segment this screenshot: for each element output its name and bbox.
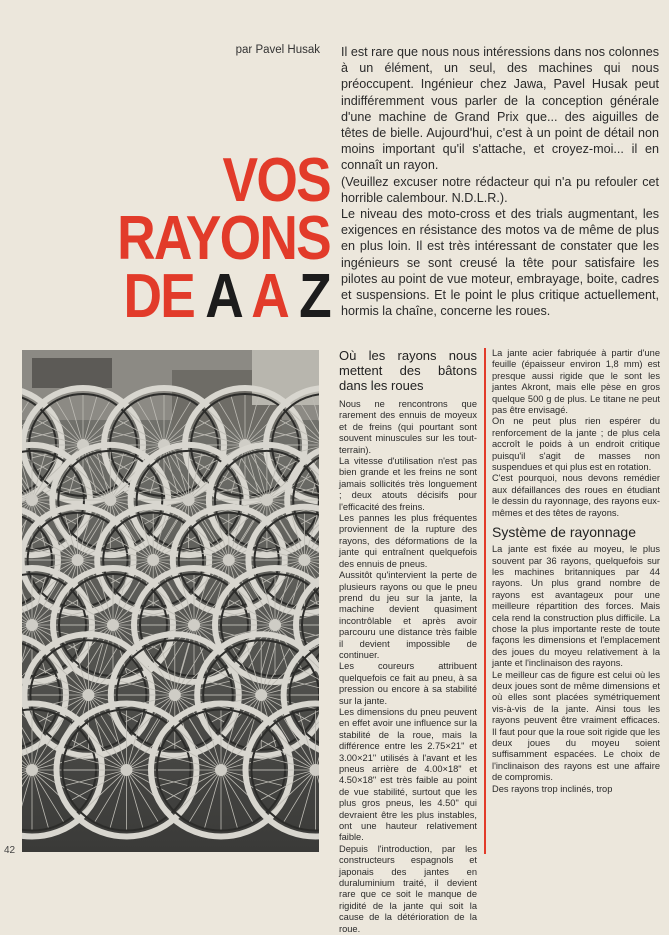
title-line-3 xyxy=(98,268,330,326)
byline: par Pavel Husak xyxy=(200,44,320,56)
col2-paragraph: Les pannes les plus fréquentes proviennent de la rupture des rayons, des déformations de la jante qui entraînent quelquefois des ennuis de pneus. xyxy=(339,513,477,570)
page-number: 42 xyxy=(4,845,15,856)
col3-paragraph: La jante acier fabriquée à partir d'une feuille (épaisseur environ 1,8 mm) est presque aussi rigide que le sont les jantes Akront, mais elle pèse en gros quelque 500 g de plus. Le titane ne peut pas être envisagé. xyxy=(492,348,660,416)
wheels-photo-image xyxy=(22,350,319,852)
section-heading-1: Où les rayons nous mettent des bâtons dans les roues xyxy=(339,348,477,393)
article-title xyxy=(60,152,330,326)
section-heading-2: Système de rayonnage xyxy=(492,525,660,540)
title-line-1: VOS xyxy=(98,152,330,210)
col2-paragraph: Les dimensions du pneu peuvent en effet avoir une influence sur la stabilité de la roue, mais la différence entre les 2.75×21" et 3.00×21" utilisés à l'avant et les pneus arrière de 4.00×18" et 4.50×18" est très faible au point de vue stabilité, surtout que les plus gros pneus, les 4.50" qui devraient être les plus instables, ont une hauteur relativement faible. xyxy=(339,707,477,844)
col3-paragraph: Le meilleur cas de figure est celui où les deux joues sont de même dimensions et où elles sont placées symétriquement vis-à-vis de la jante. Ainsi tous les rayons peuvent être vraiment efficaces. Il faut pour que la roue soit rigide que les deux joues du moyeu soient suffisamment espacées. Le choix de l'inclinaison des rayons est une affaire de compromis. xyxy=(492,670,660,784)
lead-text-3: Le niveau des moto-cross et des trials augmentant, les exigences en résistance des motos va de même de plus en plus loin. Il est très intéressant de constater que les ingénieurs se sont creusé la tête pour satisfaire les pilotes au point de vue moteur, embrayage, boite, cadres et suspensions. Et le point le plus critique actuellement, hormis la chaîne, concerne les roues. xyxy=(341,206,659,319)
title-line-2: RAYONS xyxy=(98,210,330,268)
col2-paragraph: Aussitôt qu'intervient la perte de plusieurs rayons ou que le pneu prend du jeu sur la jante, la machine devient quasiment incontrôlable et après avoir parcouru une distance très faible il devient impossible de continuer. xyxy=(339,570,477,661)
col2-paragraph: Depuis l'introduction, par les constructeurs espagnols et japonais des jantes en duraluminium traité, il devient rare que ce soit le manque de rigidité de la jante qui soit la cause de la détérioration de la roue. xyxy=(339,844,477,935)
wheels-photo xyxy=(22,350,319,852)
title-word-z: Z xyxy=(299,262,330,331)
title-word-a2: A xyxy=(251,262,286,331)
lead-paragraph xyxy=(341,44,659,319)
lead-text-2: (Veuillez excuser notre rédacteur qui n'a pu refouler cet horrible calembour. N.D.L.R.). xyxy=(341,174,659,206)
col2-paragraph: Les coureurs attribuent quelquefois ce fait au pneu, à sa pression ou encore à sa stabilité sur la jante. xyxy=(339,661,477,707)
col3-paragraph: C'est pourquoi, nous devons remédier aux défaillances des roues en étudiant le dessin du rayonnage, des rayons eux-mêmes et des têtes de rayons. xyxy=(492,473,660,519)
title-word-de: DE xyxy=(124,262,195,331)
column-3 xyxy=(484,348,660,854)
col2-paragraph: La vitesse d'utilisation n'est pas bien grande et les freins ne sont jamais sollicités très longuement ; deux atouts décisifs pour l'efficacité des freins. xyxy=(339,456,477,513)
col2-paragraph: Nous ne rencontrons que rarement des ennuis de moyeux et de freins (qui pourtant sont souvent minuscules sur les tout-terrain). xyxy=(339,399,477,456)
col3-paragraph: On ne peut plus rien espérer du renforcement de la jante ; de plus cela accroît le poids à un endroit critique puisqu'il s'agit de masses non suspendues et qui plus est en rotation. xyxy=(492,416,660,473)
col3-paragraph: La jante est fixée au moyeu, le plus souvent par 36 rayons, quelquefois sur les machines britanniques par 44 rayons. Un plus grand nombre de rayons est avantageux pour une meilleure répartition des forces. Mais cela rend la construction plus difficile. La chose la plus importante reste de toute façons les dimensions et l'emplacement des joues du moyeu relativement à la jante et l'inclinaison des rayons. xyxy=(492,544,660,669)
col3-paragraph: Des rayons trop inclinés, trop xyxy=(492,784,660,795)
column-2 xyxy=(339,348,477,935)
lead-text-1: Il est rare que nous nous intéressions dans nos colonnes à un élément, un seul, des machines qui nous préoccupent. Ingénieur chez Jawa, Pavel Husak peut indifféremment vous parler de la conception générale d'une machine de Grand Prix que... des aiguilles de têtes de bielle. Aujourd'hui, c'est à un point de détail non moins important qu'il s'attache, et croyez-moi... il en connaît un rayon. xyxy=(341,44,659,174)
title-word-a1: A xyxy=(205,262,240,331)
